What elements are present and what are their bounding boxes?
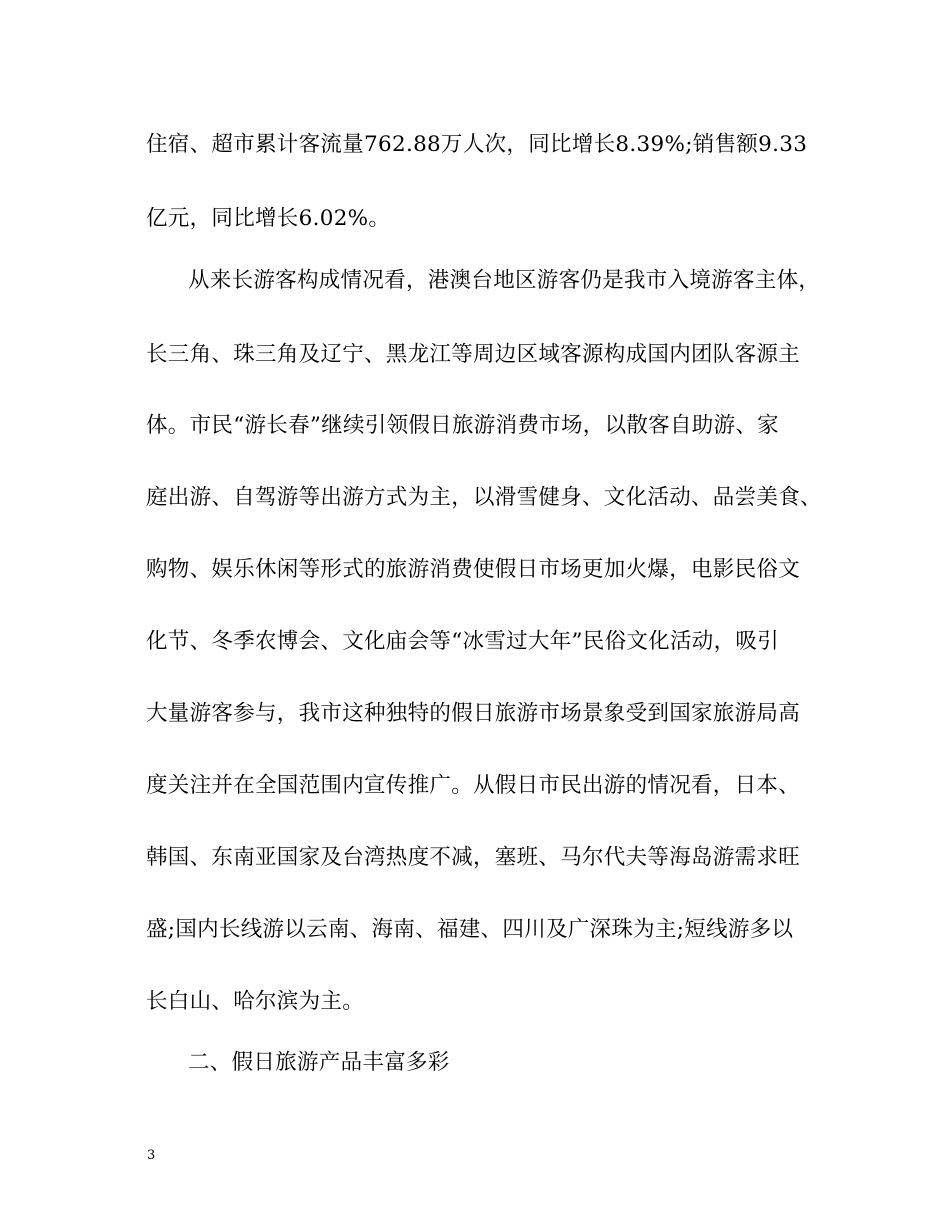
text-line: 长白山、哈尔滨为主。 [146,989,365,1014]
text-line: 盛;国内长线游以云南、海南、福建、四川及广深珠为主;短线游多以 [146,917,794,942]
text-line: 庭出游、自驾游等出游方式为主，以滑雪健身、文化活动、品尝美食、 [146,485,822,510]
page-number: 3 [147,1148,156,1163]
section-heading: 二、假日旅游产品丰富多彩 [188,1050,450,1075]
text-line: 体。市民“游长春”继续引领假日旅游消费市场，以散客自助游、家 [146,413,779,438]
text-line: 化节、冬季农博会、文化庙会等“冰雪过大年”民俗文化活动，吸引 [146,629,779,654]
text-line: 长三角、珠三角及辽宁、黑龙江等周边区域客源构成国内团队客源主 [146,342,801,367]
text-line: 韩国、东南亚国家及台湾热度不减，塞班、马尔代夫等海岛游需求旺 [146,845,801,870]
text-line: 大量游客参与，我市这种独特的假日旅游市场景象受到国家旅游局高 [146,701,801,726]
text-line: 亿元，同比增长6.02%。 [146,206,391,231]
text-line: 住宿、超市累计客流量762.88万人次，同比增长8.39%;销售额9.33 [146,132,808,157]
text-line: 购物、娱乐休闲等形式的旅游消费使假日市场更加火爆，电影民俗文 [146,557,801,582]
text-line: 度关注并在全国范围内宣传推广。从假日市民出游的情况看，日本、 [146,773,801,798]
paragraph-start-line: 从来长游客构成情况看，港澳台地区游客仍是我市入境游客主体， [188,268,821,293]
